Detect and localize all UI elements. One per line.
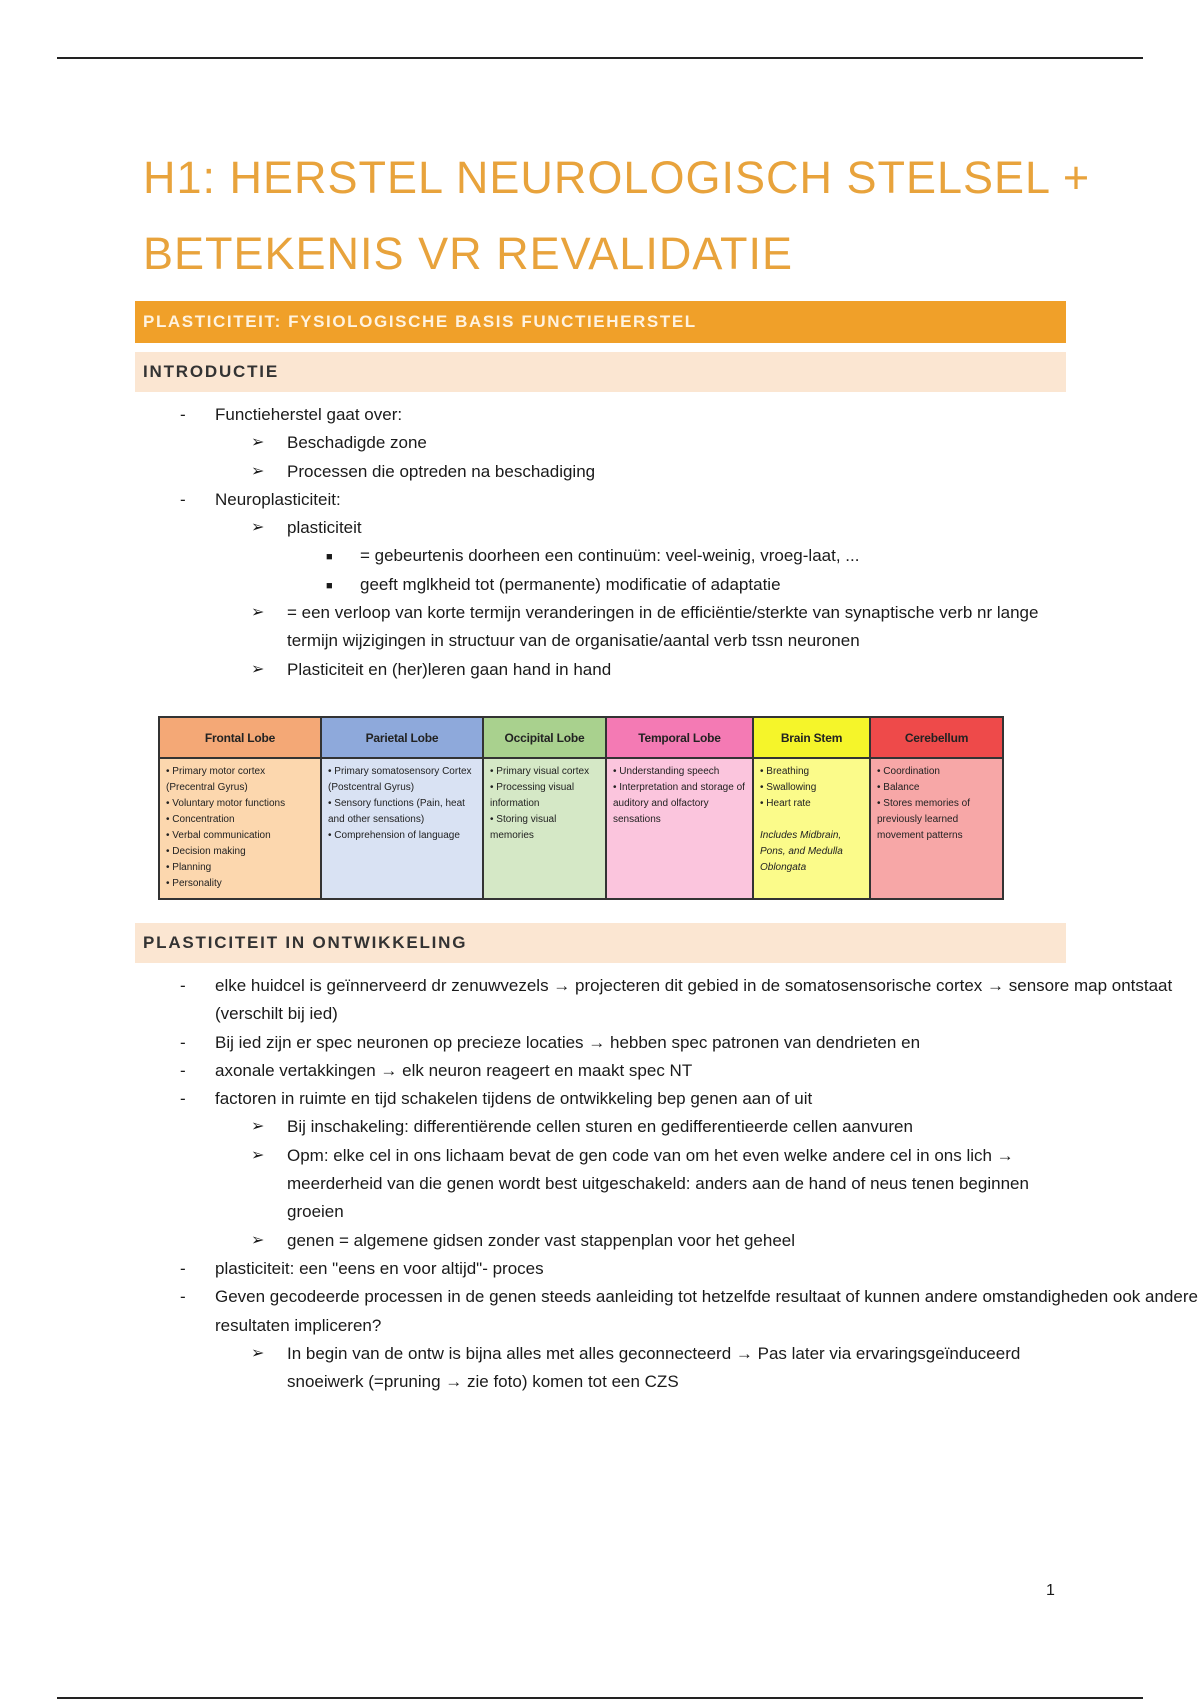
bottom-rule	[57, 1697, 1143, 1699]
lobe-function: • Storing visual memories	[490, 814, 557, 841]
list-item-text: plasticiteit: een "eens en voor altijd"- proces	[215, 1258, 544, 1278]
list-item-text: = een verloop van korte termijn veranderingen in de efficiëntie/sterkte van synaptische verb nr lange termijn wijzigingen in structuur van de organisatie/aantal verb tssn neuronen	[287, 603, 1039, 651]
list-item-text: Bij inschakeling: differentiërende cellen sturen en gedifferentieerde cellen aanvuren	[287, 1117, 913, 1137]
lobe-function: • Voluntary motor functions	[166, 798, 286, 809]
list-item	[0, 486, 1200, 514]
arrowhead-bullet-icon: ➢	[251, 434, 265, 452]
introductie-list	[0, 401, 1200, 684]
list-item-text: plasticiteit	[287, 518, 362, 538]
list-item-text: geeft mglkheid tot (permanente) modificatie of adaptatie	[360, 574, 781, 594]
lobe-header: Brain Stem	[754, 718, 869, 759]
list-item	[0, 972, 1200, 1029]
list-item-text: Plasticiteit en (her)leren gaan hand in hand	[287, 659, 612, 679]
lobe-note: Includes Midbrain, Pons, and Medulla Oblongata	[760, 830, 843, 873]
square-bullet-icon: ■	[326, 551, 333, 564]
lobe-header: Cerebellum	[871, 718, 1002, 759]
square-bullet-icon: ■	[326, 579, 333, 592]
heading-ontwikkeling: PLASTICITEIT IN ONTWIKKELING	[135, 923, 1066, 963]
list-item-text: Processen die optreden na beschadiging	[287, 461, 596, 481]
lobe-functions	[871, 759, 1002, 898]
lobe-function: • Breathing	[760, 766, 810, 777]
list-item	[0, 458, 1200, 486]
list-item	[0, 1227, 1200, 1255]
page-title: H1: HERSTEL NEUROLOGISCH STELSEL + BETEKENIS VR REVALIDATIE	[143, 152, 1091, 279]
list-item	[0, 1255, 1200, 1283]
arrowhead-bullet-icon: ➢	[251, 1344, 265, 1362]
lobe-column	[484, 718, 607, 898]
dash-bullet-icon: -	[180, 1089, 186, 1109]
list-item-text: In begin van de ontw is bijna alles met alles geconnecteerd → Pas later via ervaringsgeïnduceerd snoeiwerk (=pruning → zie foto) komen tot een CZS	[287, 1343, 1021, 1392]
lobe-function: • Understanding speech	[613, 766, 720, 777]
list-item-text: axonale vertakkingen → elk neuron reageert en maakt spec NT	[215, 1060, 693, 1080]
lobe-function: • Planning	[166, 862, 212, 873]
lobe-function: • Balance	[877, 782, 920, 793]
list-item	[0, 1340, 1200, 1397]
lobe-header: Parietal Lobe	[322, 718, 482, 759]
lobe-function: • Processing visual information	[490, 782, 575, 809]
arrowhead-bullet-icon: ➢	[251, 1231, 265, 1249]
arrowhead-bullet-icon: ➢	[251, 462, 265, 480]
list-item-text: = gebeurtenis doorheen een continuüm: veel-weinig, vroeg-laat, ...	[360, 546, 860, 566]
dash-bullet-icon: -	[180, 1258, 186, 1278]
arrowhead-bullet-icon: ➢	[251, 1146, 265, 1164]
lobe-column	[322, 718, 484, 898]
list-item-text: Beschadigde zone	[287, 433, 427, 453]
list-item-text: factoren in ruimte en tijd schakelen tijdens de ontwikkeling bep genen aan of uit	[215, 1089, 813, 1109]
page-number: 1	[1046, 1582, 1055, 1599]
dash-bullet-icon: -	[180, 976, 186, 995]
list-item	[0, 1085, 1200, 1113]
list-item	[0, 571, 1200, 599]
lobe-functions	[754, 759, 869, 898]
lobe-function: • Heart rate	[760, 798, 811, 809]
top-rule	[57, 57, 1143, 59]
list-item	[0, 1057, 1200, 1085]
lobe-function: • Primary motor cortex (Precentral Gyrus)	[166, 766, 266, 793]
dash-bullet-icon: -	[180, 1060, 186, 1080]
list-item	[0, 599, 1200, 656]
lobe-column	[754, 718, 871, 898]
list-item	[0, 1029, 1200, 1057]
dash-bullet-icon: -	[180, 1287, 186, 1307]
lobe-header: Occipital Lobe	[484, 718, 605, 759]
brain-lobes-table	[158, 716, 1004, 900]
list-item-text: elke huidcel is geïnnerveerd dr zenuwvezels → projecteren dit gebied in de somatosensorische cortex → sensore map ontstaat (verschilt bij ied)	[215, 976, 1173, 1024]
lobe-function: • Stores memories of previously learned movement patterns	[877, 798, 970, 841]
lobe-functions	[607, 759, 752, 898]
arrowhead-bullet-icon: ➢	[251, 519, 265, 537]
lobe-function: • Concentration	[166, 814, 235, 825]
list-item-text: genen = algemene gidsen zonder vast stappenplan voor het geheel	[287, 1230, 796, 1250]
lobe-column	[160, 718, 322, 898]
dash-bullet-icon: -	[180, 489, 186, 509]
lobe-function: • Primary somatosensory Cortex (Postcentral Gyrus)	[328, 766, 472, 793]
list-item	[0, 1142, 1200, 1227]
lobe-header: Temporal Lobe	[607, 718, 752, 759]
arrowhead-bullet-icon: ➢	[251, 604, 265, 622]
lobe-function: • Swallowing	[760, 782, 817, 793]
lobe-function: • Primary visual cortex	[490, 766, 590, 777]
lobe-function: • Sensory functions (Pain, heat and other sensations)	[328, 798, 465, 825]
list-item-text: Functieherstel gaat over:	[215, 405, 403, 424]
list-item	[0, 656, 1200, 684]
dash-bullet-icon: -	[180, 405, 186, 424]
list-item	[0, 1283, 1200, 1340]
arrowhead-bullet-icon: ➢	[251, 1118, 265, 1136]
lobe-function: • Comprehension of language	[328, 830, 460, 841]
heading-introductie: INTRODUCTIE	[135, 352, 1066, 392]
lobe-column	[607, 718, 754, 898]
lobe-functions	[484, 759, 605, 898]
list-item	[0, 514, 1200, 542]
lobe-function: • Interpretation and storage of auditory and olfactory sensations	[613, 782, 745, 825]
list-item-text: Geven gecodeerde processen in de genen steeds aanleiding tot hetzelfde resultaat of kunnen andere omstandigheden ook andere resultaten impliceren?	[215, 1287, 1198, 1335]
arrowhead-bullet-icon: ➢	[251, 660, 265, 678]
ontwikkeling-list	[0, 972, 1200, 1396]
list-item	[0, 401, 1200, 429]
lobe-column	[871, 718, 1002, 898]
heading-plasticiteit: PLASTICITEIT: FYSIOLOGISCHE BASIS FUNCTIEHERSTEL	[135, 301, 1066, 343]
lobe-function: • Verbal communication	[166, 830, 271, 841]
list-item-text: Neuroplasticiteit:	[215, 489, 341, 509]
lobe-header: Frontal Lobe	[160, 718, 320, 759]
list-item	[0, 542, 1200, 570]
lobe-functions	[322, 759, 482, 898]
list-item-text: Bij ied zijn er spec neuronen op precieze locaties → hebben spec patronen van dendrieten en	[215, 1032, 921, 1052]
dash-bullet-icon: -	[180, 1032, 186, 1052]
lobe-function: • Personality	[166, 878, 222, 889]
lobe-function: • Decision making	[166, 846, 246, 857]
lobe-functions	[160, 759, 320, 898]
list-item	[0, 429, 1200, 457]
lobe-function: • Coordination	[877, 766, 940, 777]
list-item-text: Opm: elke cel in ons lichaam bevat de gen code van om het even welke andere cel in ons lich → meerderheid van die genen wordt best uitgeschakeld: anders aan de hand of neus tenen beginnen groeien	[287, 1145, 1029, 1222]
list-item	[0, 1113, 1200, 1141]
